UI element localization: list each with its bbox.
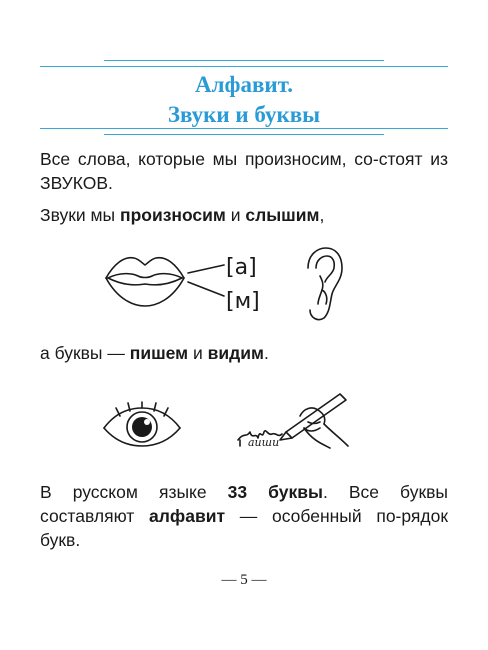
sound-a: [а] bbox=[226, 255, 257, 280]
title-line-1: Алфавит. bbox=[195, 72, 293, 97]
handwriting-text: аиши bbox=[248, 436, 280, 449]
lips-icon bbox=[104, 252, 186, 308]
bold-33-letters: 33 буквы bbox=[227, 482, 323, 502]
text-span: . bbox=[263, 343, 269, 363]
text-span: и bbox=[188, 343, 208, 363]
bold-write: пишем bbox=[129, 343, 189, 363]
writing-hand-icon bbox=[234, 388, 352, 450]
page-title bbox=[0, 70, 488, 130]
bottom-rule-short bbox=[104, 134, 384, 135]
top-rule-long bbox=[40, 66, 448, 67]
sound-m: [м] bbox=[226, 289, 260, 314]
bold-pronounce: произносим bbox=[120, 205, 226, 225]
page-number: — 5 — bbox=[221, 572, 267, 588]
text-span: Звуки мы bbox=[40, 205, 120, 225]
text-span: В русском языке bbox=[40, 482, 228, 502]
text-span: и bbox=[225, 205, 246, 225]
bottom-rule-long bbox=[40, 128, 448, 129]
paragraph-1: Все слова, которые мы произносим, со-стоят из ЗВУКОВ. bbox=[40, 149, 448, 193]
text-span: а буквы — bbox=[40, 343, 130, 363]
text-span: , bbox=[319, 205, 325, 225]
sound-transcriptions bbox=[226, 252, 276, 320]
top-rule-short bbox=[104, 60, 384, 61]
paragraph-3 bbox=[40, 341, 448, 365]
title-line-2: Звуки и буквы bbox=[167, 102, 321, 127]
sound-connector-lines bbox=[186, 260, 226, 300]
bold-see: видим bbox=[207, 343, 264, 363]
bold-hear: слышим bbox=[245, 205, 320, 225]
text-span: . Все буквы составляют bbox=[40, 482, 448, 526]
ear-icon bbox=[300, 246, 344, 322]
bold-alphabet: алфавит bbox=[149, 506, 226, 526]
paragraph-2 bbox=[40, 203, 448, 227]
paragraph-4 bbox=[40, 480, 448, 552]
text-span: — особенный по-рядок букв. bbox=[40, 506, 448, 550]
eye-icon bbox=[102, 402, 182, 450]
